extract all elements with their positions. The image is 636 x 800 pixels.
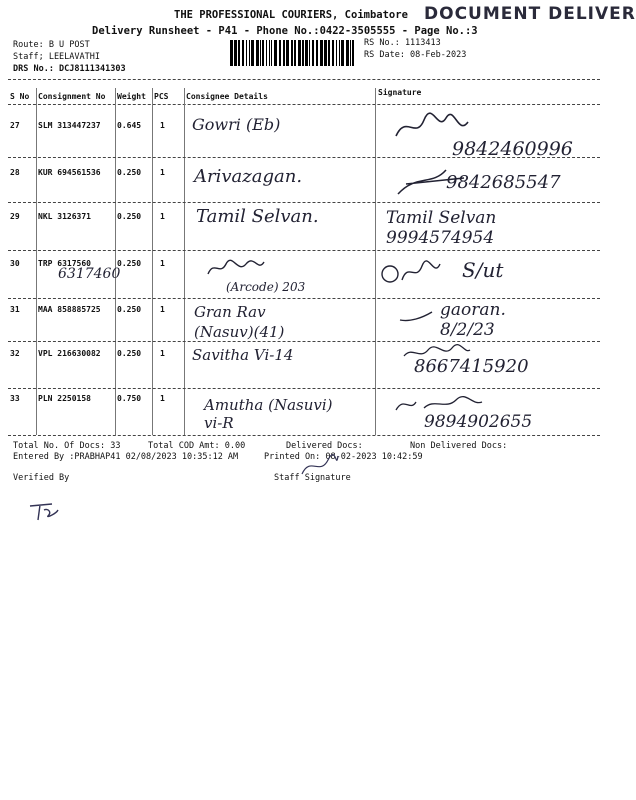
row-divider <box>8 202 600 203</box>
printed-on: Printed On: 08-02-2023 10:42:59 <box>264 452 423 462</box>
table-bottom-line <box>8 435 600 436</box>
row-weight: 0.250 <box>117 349 142 358</box>
row-signature-handwritten: 9842685547 <box>446 172 561 193</box>
row-weight: 0.250 <box>117 259 142 268</box>
col-header-consignment: Consignment No <box>38 92 106 101</box>
row-consignment-note: 6317460 <box>58 266 121 282</box>
col-header-sno: S No <box>10 92 30 101</box>
row-pcs: 1 <box>160 305 165 314</box>
row-consignee-handwritten: Arivazagan. <box>194 166 303 187</box>
row-consignment-no: MAA 858885725 <box>38 305 101 314</box>
row-divider <box>8 157 600 158</box>
total-docs: Total No. Of Docs: 33 <box>13 441 121 451</box>
total-cod: Total COD Amt: 0.00 <box>148 441 246 451</box>
col-separator <box>375 88 376 435</box>
row-sno: 28 <box>10 168 20 177</box>
row-consignment-no: SLM 313447237 <box>38 121 101 130</box>
row-sno: 31 <box>10 305 20 314</box>
header-top-line <box>8 79 600 80</box>
row-sno: 30 <box>10 259 20 268</box>
row-weight: 0.250 <box>117 168 142 177</box>
delivered-docs: Delivered Docs: <box>286 441 363 451</box>
row-pcs: 1 <box>160 394 165 403</box>
row-pcs: 1 <box>160 349 165 358</box>
signature-scribble <box>392 110 472 144</box>
row-consignment-no: TRP 6317560 <box>38 259 91 268</box>
staff-signature-mark <box>300 452 340 478</box>
header-bottom-line <box>8 104 600 105</box>
row-consignee-handwritten: Savitha Vi-14 <box>192 346 294 364</box>
barcode <box>230 40 357 66</box>
row-consignee-handwritten: (Arcode) 203 <box>226 280 306 294</box>
row-pcs: 1 <box>160 259 165 268</box>
row-signature-handwritten: 9894902655 <box>424 412 533 432</box>
verified-by: Verified By <box>13 473 70 483</box>
row-consignee-handwritten: Gran Rav (Nasuv)(41) <box>194 303 285 341</box>
document-delivery-stamp: DOCUMENT DELIVER <box>424 4 636 24</box>
row-pcs: 1 <box>160 121 165 130</box>
row-signature-handwritten: Tamil Selvan 9994574954 <box>386 208 497 248</box>
row-signature-handwritten: 9842460996 <box>452 138 573 160</box>
col-separator <box>152 88 153 435</box>
drs-number: DRS No.: DCJ8111341303 <box>13 64 126 74</box>
col-separator <box>36 88 37 435</box>
staff-label: Staff; LEELAVATHI <box>13 52 100 62</box>
row-consignment-no: VPL 216630082 <box>38 349 101 358</box>
row-divider <box>8 388 600 389</box>
row-weight: 0.250 <box>117 212 142 221</box>
col-separator <box>115 88 116 435</box>
row-divider <box>8 298 600 299</box>
row-consignee-handwritten: Amutha (Nasuvi) vi-R <box>204 396 333 432</box>
col-header-signature: Signature <box>378 88 422 97</box>
staff-signature-label: Staff Signature <box>274 473 351 483</box>
company-name: THE PROFESSIONAL COURIERS, Coimbatore <box>174 9 408 21</box>
rs-number: RS No.: 1113413 <box>364 38 441 48</box>
row-divider <box>8 250 600 251</box>
col-header-consignee: Consignee Details <box>186 92 268 101</box>
row-pcs: 1 <box>160 168 165 177</box>
row-consignee-handwritten: Gowri (Eb) <box>192 115 281 134</box>
col-separator <box>184 88 185 435</box>
row-consignment-no: NKL 3126371 <box>38 212 91 221</box>
row-weight: 0.250 <box>117 305 142 314</box>
row-sno: 29 <box>10 212 20 221</box>
row-signature-handwritten: S/ut <box>462 258 504 282</box>
row-weight: 0.750 <box>117 394 142 403</box>
signature-scribble <box>394 394 484 414</box>
row-sno: 33 <box>10 394 20 403</box>
consignee-scribble <box>206 258 266 280</box>
non-delivered-docs: Non Delivered Docs: <box>410 441 508 451</box>
row-consignment-no: KUR 694561536 <box>38 168 101 177</box>
row-weight: 0.645 <box>117 121 142 130</box>
row-sno: 27 <box>10 121 20 130</box>
col-header-pcs: PCS <box>154 92 169 101</box>
row-divider <box>8 341 600 342</box>
row-pcs: 1 <box>160 212 165 221</box>
row-sno: 32 <box>10 349 20 358</box>
entered-by: Entered By :PRABHAP41 02/08/2023 10:35:12 AM <box>13 452 239 462</box>
verifier-initials <box>26 498 60 524</box>
runsheet-title: Delivery Runsheet - P41 - Phone No.:0422-3505555 - Page No.:3 <box>92 25 478 37</box>
route-label: Route: B U POST <box>13 40 90 50</box>
signature-scribble <box>396 164 466 198</box>
signature-scribble <box>398 310 434 324</box>
row-signature-handwritten: gaoran. 8/2/23 <box>440 300 506 340</box>
row-signature-handwritten: 8667415920 <box>414 356 529 377</box>
signature-scribble <box>378 258 442 288</box>
row-consignee-handwritten: Tamil Selvan. <box>196 206 319 227</box>
rs-date: RS Date: 08-Feb-2023 <box>364 50 467 60</box>
col-header-weight: Weight <box>117 92 146 101</box>
row-consignment-no: PLN 2250158 <box>38 394 91 403</box>
